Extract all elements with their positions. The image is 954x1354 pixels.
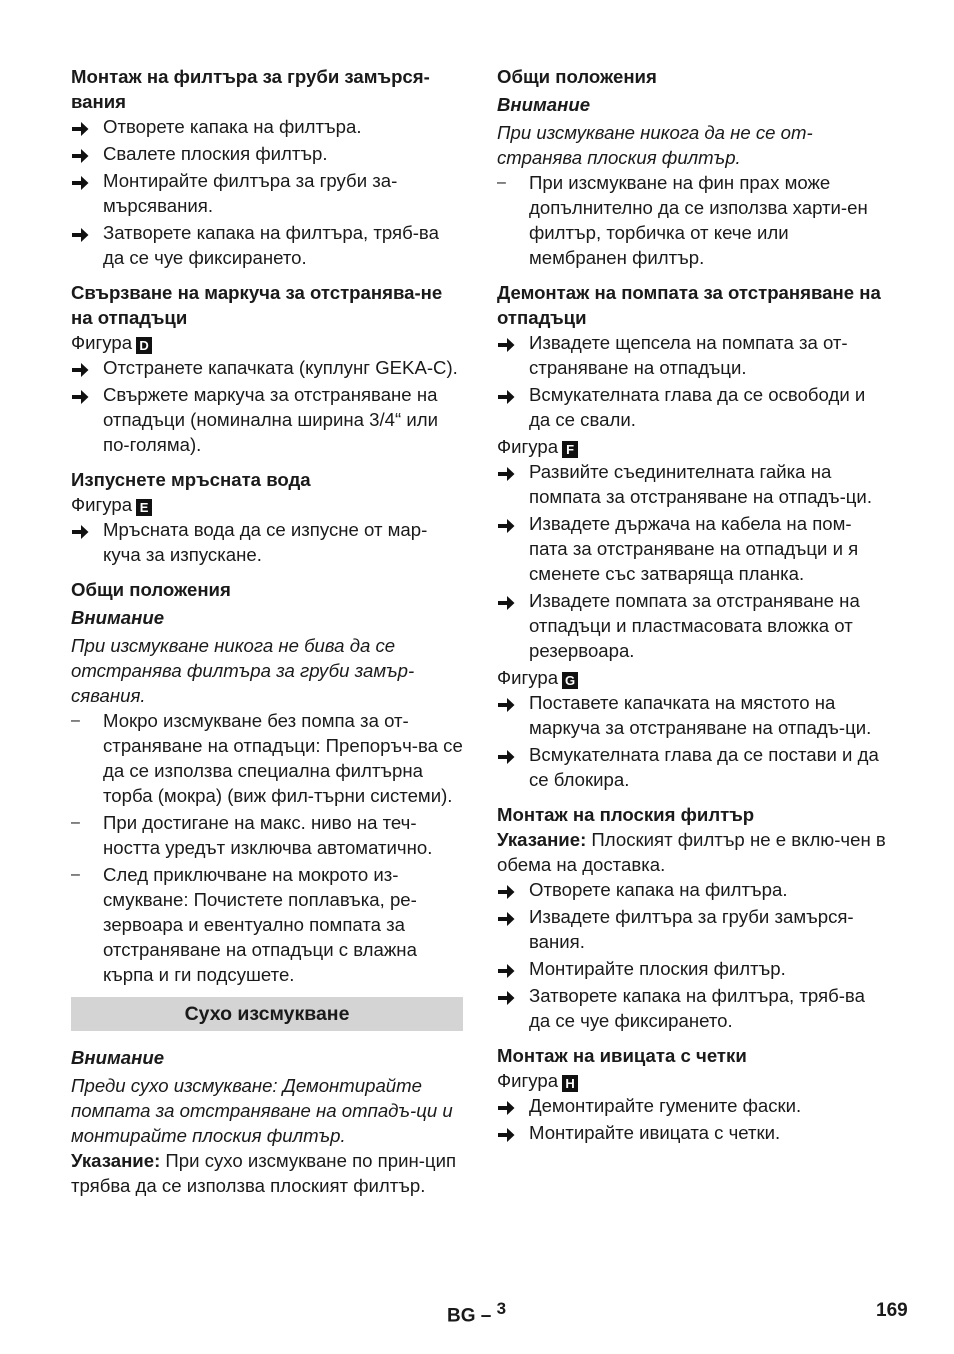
section-title: Демонтаж на помпата за отстраняване на отпадъци [497, 282, 881, 328]
warning-text: Преди сухо изсмукване: Демонтирайте помпата за отстраняване на отпадъ-ци и монтирайте плоския филтър. [71, 1075, 453, 1146]
figure-letter-badge: E [136, 499, 152, 516]
dash-bullet-icon: – [497, 174, 506, 191]
list-item-text: Всмукателната глава да се постави и да се блокира. [529, 744, 879, 790]
arrow-right-icon [497, 904, 521, 929]
figure-ref [497, 434, 889, 459]
arrow-right-icon [71, 355, 95, 380]
note [71, 1148, 463, 1198]
list-item [497, 690, 889, 740]
list-item [71, 168, 463, 218]
list-item-text: Мокро изсмукване без помпа за от-страняване на отпадъци: Препоръч-ва се да се използва специална филтърна торба (мокра) (виж фил-търни системи). [103, 710, 463, 806]
arrow-right-icon [497, 1120, 521, 1145]
list-item-text: Свържете маркуча за отстраняване на отпадъци (номинална ширина 3/4“ или по-голяма). [103, 384, 438, 455]
section-drain-water [71, 467, 463, 567]
arrow-right-icon [71, 220, 95, 245]
list-item [497, 1093, 889, 1118]
section-title: Монтаж на филтъра за груби замърся-вания [71, 66, 430, 112]
arrow-right-icon [497, 382, 521, 407]
list-item-text: Поставете капачката на мястото на маркуча за отстраняване на отпадъ-ци. [529, 692, 872, 738]
list-item [71, 355, 463, 380]
list-item-text: Всмукателната глава да се освободи и да се свали. [529, 384, 866, 430]
dash-bullet-icon: – [71, 866, 80, 883]
dash-item [71, 862, 463, 987]
section-brush-strip [497, 1043, 889, 1145]
list-item [497, 459, 889, 509]
list-item-text: Монтирайте плоския филтър. [529, 958, 786, 979]
list-item-text: Извадете помпата за отстраняване на отпадъци и пластмасовата вложка от резервоара. [529, 590, 860, 661]
list-item [71, 220, 463, 270]
dash-item [71, 810, 463, 860]
figure-ref [497, 665, 889, 690]
list-item [497, 983, 889, 1033]
list-item-text: След приключване на мокрото из-смукване: Почистете поплавъка, ре-зервоара и евентуално помпата за отстраняване на отпадъци с влажна кърпа и ги подсушете. [103, 864, 417, 985]
page-number: 169 [876, 1300, 908, 1321]
attention-heading: Внимание [497, 94, 591, 115]
figure-letter-badge: G [562, 672, 578, 689]
dash-bullet-icon: – [71, 712, 80, 729]
arrow-right-icon [497, 330, 521, 355]
list-item-text: Монтирайте филтъра за груби за-мърсявания. [103, 170, 398, 216]
section-general-2 [497, 64, 889, 270]
figure-label: Фигура [497, 667, 559, 688]
dash-item [71, 708, 463, 808]
note-text: Плоският филтър не е вклю-чен в обема на доставка. [497, 829, 886, 875]
list-item-text: Извадете щепсела на помпата за от-страняване на отпадъци. [529, 332, 848, 378]
list-item [497, 1120, 889, 1145]
figure-letter-badge: D [136, 337, 152, 354]
note-label: Указание: [71, 1150, 161, 1171]
arrow-right-icon [497, 511, 521, 536]
list-item [497, 330, 889, 380]
figure-ref [71, 330, 463, 355]
footer-language-page [447, 1296, 506, 1328]
footer-section-page: 3 [496, 1299, 507, 1318]
warning-text: При изсмукване никога не бива да се отстранява филтъра за груби замър-сявания. [71, 635, 415, 706]
list [71, 114, 463, 270]
figure-label: Фигура [497, 1070, 559, 1091]
attention-heading: Внимание [71, 1047, 165, 1068]
list [497, 1093, 889, 1145]
left-column [71, 64, 463, 1208]
list-item [71, 141, 463, 166]
list-item-text: Затворете капака на филтъра, тряб-ва да се чуе фиксирането. [103, 222, 439, 268]
section-title: Монтаж на ивицата с четки [497, 1045, 747, 1066]
section-title: Свързване на маркуча за отстранява-не на отпадъци [71, 282, 443, 328]
section-title: Общи положения [71, 579, 231, 600]
arrow-right-icon [497, 690, 521, 715]
arrow-right-icon [497, 459, 521, 484]
dash-item [497, 170, 889, 270]
note-label: Указание: [497, 829, 587, 850]
list-item-text: Отстранете капачката (куплунг GEKA-C). [103, 357, 458, 378]
section-waste-hose [71, 280, 463, 457]
note [497, 827, 889, 877]
figure-ref [497, 1068, 889, 1093]
list-item [497, 742, 889, 792]
list-item-text: Затворете капака на филтъра, тряб-ва да се чуе фиксирането. [529, 985, 865, 1031]
section-general [71, 577, 463, 987]
warning-text: При изсмукване никога да не се от-странява плоския филтър. [497, 122, 813, 168]
list-item-text: Мръсната вода да се изпусне от мар-куча за изпускане. [103, 519, 428, 565]
list-item [497, 904, 889, 954]
list-item [71, 382, 463, 457]
figure-ref [71, 492, 463, 517]
dash-list [71, 708, 463, 987]
list-item-text: Развийте съединителната гайка на помпата за отстраняване на отпадъ-ци. [529, 461, 872, 507]
section-title: Изпуснете мръсната вода [71, 469, 311, 490]
dash-list [497, 170, 889, 270]
list-item [71, 517, 463, 567]
arrow-right-icon [497, 1093, 521, 1118]
right-column [497, 64, 889, 1155]
arrow-right-icon [497, 956, 521, 981]
list-item-text: При изсмукване на фин прах може допълнително да се използва харти-ен филтър, торбичка от кече или мембранен филтър. [529, 172, 868, 268]
list-item-text: При достигане на макс. ниво на теч-ността уредът изключва автоматично. [103, 812, 433, 858]
arrow-right-icon [497, 983, 521, 1008]
list [497, 459, 889, 663]
footer-lang: BG [447, 1305, 476, 1327]
arrow-right-icon [71, 168, 95, 193]
arrow-right-icon [497, 742, 521, 767]
list-item-text: Свалете плоския филтър. [103, 143, 328, 164]
list-item [497, 877, 889, 902]
section-flat-filter [497, 802, 889, 1033]
list [497, 330, 889, 432]
list-item-text: Извадете филтъра за груби замърся-вания. [529, 906, 854, 952]
arrow-right-icon [497, 588, 521, 613]
figure-label: Фигура [71, 494, 133, 515]
list-item [497, 511, 889, 586]
list-item [497, 382, 889, 432]
arrow-right-icon [71, 114, 95, 139]
list-item-text: Демонтирайте гумените фаски. [529, 1095, 802, 1116]
figure-letter-badge: H [562, 1075, 578, 1092]
arrow-right-icon [71, 382, 95, 407]
section-title: Общи положения [497, 66, 657, 87]
section-coarse-filter [71, 64, 463, 270]
dash-bullet-icon: – [71, 814, 80, 831]
list-item-text: Извадете държача на кабела на пом-пата за отстраняване на отпадъци и я сменете със затваряща планка. [529, 513, 859, 584]
chapter-banner: Сухо изсмукване [71, 997, 463, 1031]
section-dry-vacuum [71, 1045, 463, 1198]
arrow-right-icon [497, 877, 521, 902]
footer-separator: – [475, 1305, 497, 1327]
figure-label: Фигура [71, 332, 133, 353]
attention-heading: Внимание [71, 607, 165, 628]
note-text: При сухо изсмукване по прин-цип трябва да се използва плоският филтър. [71, 1150, 457, 1196]
list-item [497, 956, 889, 981]
figure-letter-badge: F [562, 441, 578, 458]
list [71, 517, 463, 567]
arrow-right-icon [71, 517, 95, 542]
section-remove-pump [497, 280, 889, 792]
list [497, 877, 889, 1033]
list [497, 690, 889, 792]
figure-label: Фигура [497, 436, 559, 457]
list-item [71, 114, 463, 139]
list-item-text: Отворете капака на филтъра. [103, 116, 362, 137]
arrow-right-icon [71, 141, 95, 166]
list [71, 355, 463, 457]
section-title: Монтаж на плоския филтър [497, 804, 755, 825]
list-item [497, 588, 889, 663]
list-item-text: Монтирайте ивицата с четки. [529, 1122, 781, 1143]
list-item-text: Отворете капака на филтъра. [529, 879, 788, 900]
